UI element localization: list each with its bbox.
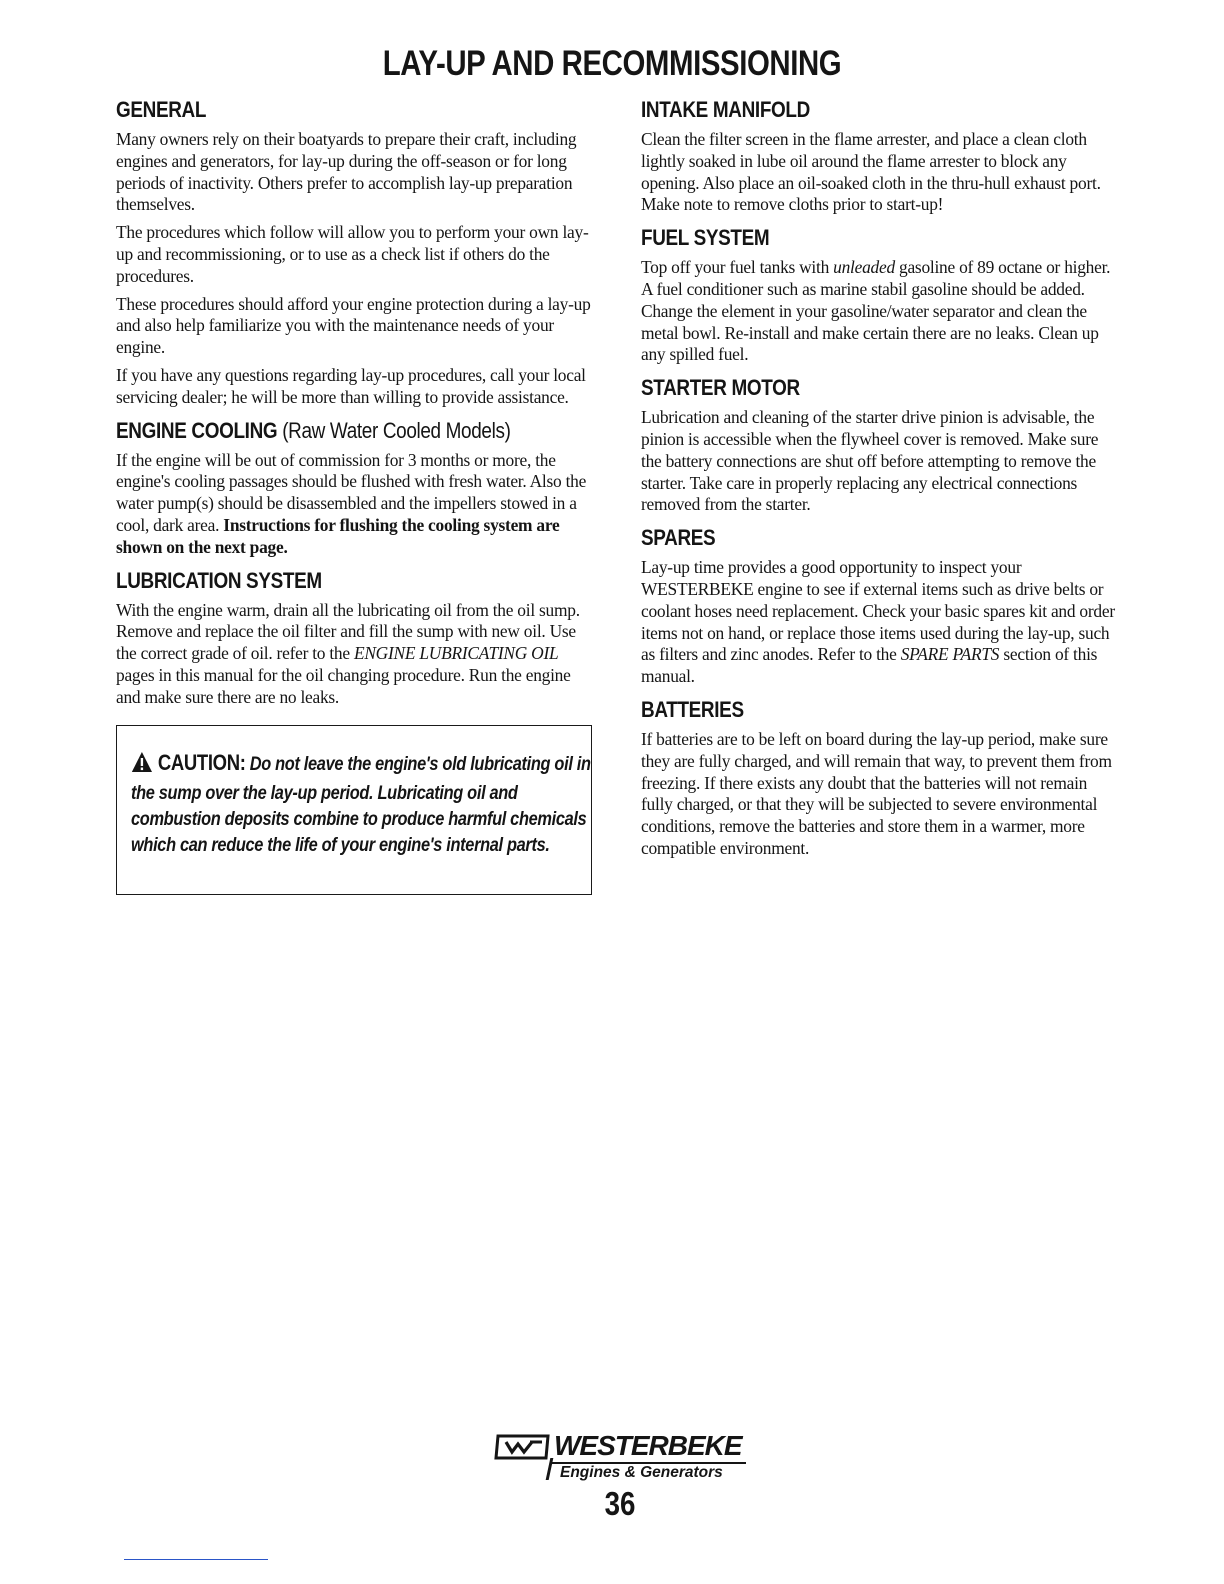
engine-cooling-paragraph: [116, 450, 596, 559]
lubrication-text-after: pages in this manual for the oil changing procedure. Run the engine and make sure there are no leaks.: [116, 664, 571, 707]
heading-batteries: BATTERIES: [641, 696, 744, 722]
section-general: [116, 96, 596, 409]
page-title: LAY-UP AND RECOMMISSIONING: [382, 44, 842, 83]
caution-box: [116, 725, 592, 895]
heading-spares: SPARES: [641, 525, 716, 551]
fuel-paragraph: [641, 257, 1121, 366]
general-paragraph-1: Many owners rely on their boatyards to prepare their craft, including engines and generators, for lay-up during the off-season or for long periods of inactivity. Others prefer to accomplish lay-up preparation themselves.: [116, 129, 577, 215]
heading-engine-cooling: [116, 417, 529, 445]
fuel-unleaded: unleaded: [833, 257, 895, 278]
heading-lubrication: LUBRICATION SYSTEM: [116, 567, 322, 593]
section-spares: [641, 524, 1121, 688]
starter-paragraph: Lubrication and cleaning of the starter drive pinion is advisable, the pinion is accessible when the flywheel cover is removed. Make sure the battery connections are shut off before attempting to remove the starter. Take care in properly replacing any electrical connections removed from the starter.: [641, 407, 1099, 515]
lubrication-paragraph: [116, 600, 596, 709]
right-column: [641, 96, 1121, 868]
heading-general: GENERAL: [116, 97, 207, 122]
engine-cooling-instructions: Instructions for flushing the cooling system are shown on the next page.: [116, 514, 560, 557]
section-starter-motor: [641, 374, 1121, 516]
fuel-text-after: gasoline of 89 octane or higher. A fuel conditioner such as marine stabil gasoline should be added. Change the element in your gasoline/water separator and clean the metal bowl. Re-install and make certain there are no leaks. Clean up any spilled fuel.: [641, 257, 1111, 365]
westerbeke-w-logo-icon: [492, 1434, 552, 1460]
fuel-text-before: Top off your fuel tanks with: [641, 257, 830, 278]
heading-intake-manifold: INTAKE MANIFOLD: [641, 97, 810, 122]
spares-text-before: Lay-up time provides a good opportunity to inspect your WESTERBEKE engine to see if external items such as drive belts or coolant hoses need replacement. Check your basic spares kit and order items not on hand, or replace those items used during the lay-up, such as filters and zinc anodes. Refer to the: [641, 557, 1115, 665]
batteries-paragraph: If batteries are to be left on board during the lay-up period, make sure they are fully charged, and will remain that way, to prevent them from freezing. If there exists any doubt that the batteries will not remain fully charged, or that they will be subjected to severe environmental conditions, remove the batteries and store them in a warmer, more compatible environment.: [641, 728, 1112, 858]
section-intake-manifold: [641, 96, 1121, 216]
caution-label: CAUTION:: [157, 749, 246, 775]
logo-bar: [546, 1458, 554, 1480]
page-number: 36: [604, 1485, 636, 1522]
caution-message: Do not leave the engine's old lubricating oil in the sump over the lay-up period. Lubricating oil and combustion deposits combine to produce harmful chemicals which can reduce the life of your engine's internal parts.: [131, 752, 591, 856]
logo-brand-name: WESTERBEKE: [554, 1430, 742, 1461]
intake-paragraph: Clean the filter screen in the flame arrester, and place a clean cloth lightly soaked in lube oil around the flame arrester to block any opening. Also place an oil-soaked cloth in the thru-hull exhaust port. Make note to remove cloths prior to start-up!: [641, 129, 1101, 215]
left-column: [116, 96, 596, 895]
section-fuel-system: [641, 224, 1121, 366]
engine-cooling-subtitle: (Raw Water Cooled Models): [282, 417, 511, 443]
section-lubrication: [116, 567, 596, 709]
heading-starter-motor: STARTER MOTOR: [641, 375, 800, 401]
warning-triangle-icon: [131, 751, 153, 780]
general-paragraph-4: If you have any questions regarding lay-up procedures, call your local servicing dealer; he will be more than willing to provide assistance.: [116, 364, 586, 407]
logo-tagline: Engines & Generators: [560, 1464, 723, 1481]
westerbeke-logo: [492, 1428, 762, 1484]
lubrication-text-before: With the engine warm, drain all the lubricating oil from the oil sump. Remove and replace the oil filter and fill the sump with new oil. Use the correct grade of oil. refer to the: [116, 599, 580, 664]
general-paragraph-2: The procedures which follow will allow you to perform your own lay-up and recommissioning, or to use as a check list if others do the procedures.: [116, 222, 589, 286]
spares-text-after: section of this manual.: [641, 644, 1098, 687]
scan-edge-line: [124, 1559, 268, 1560]
lubrication-oil-reference: ENGINE LUBRICATING OIL: [353, 643, 559, 664]
section-batteries: [641, 696, 1121, 860]
engine-cooling-text: If the engine will be out of commission for 3 months or more, the engine's cooling passages should be flushed with fresh water. Also the water pump(s) should be disassembled and the impellers stowed in a cool, dark area.: [116, 449, 587, 535]
engine-cooling-title: ENGINE COOLING: [116, 417, 278, 443]
general-paragraph-3: These procedures should afford your engine protection during a lay-up and also help familiarize you with the maintenance needs of your engine.: [116, 293, 591, 358]
heading-fuel-system: FUEL SYSTEM: [641, 225, 770, 251]
spares-parts-reference: SPARE PARTS: [900, 644, 1000, 665]
spares-paragraph: [641, 557, 1121, 688]
section-engine-cooling: [116, 417, 596, 559]
caution-text: [131, 750, 601, 858]
